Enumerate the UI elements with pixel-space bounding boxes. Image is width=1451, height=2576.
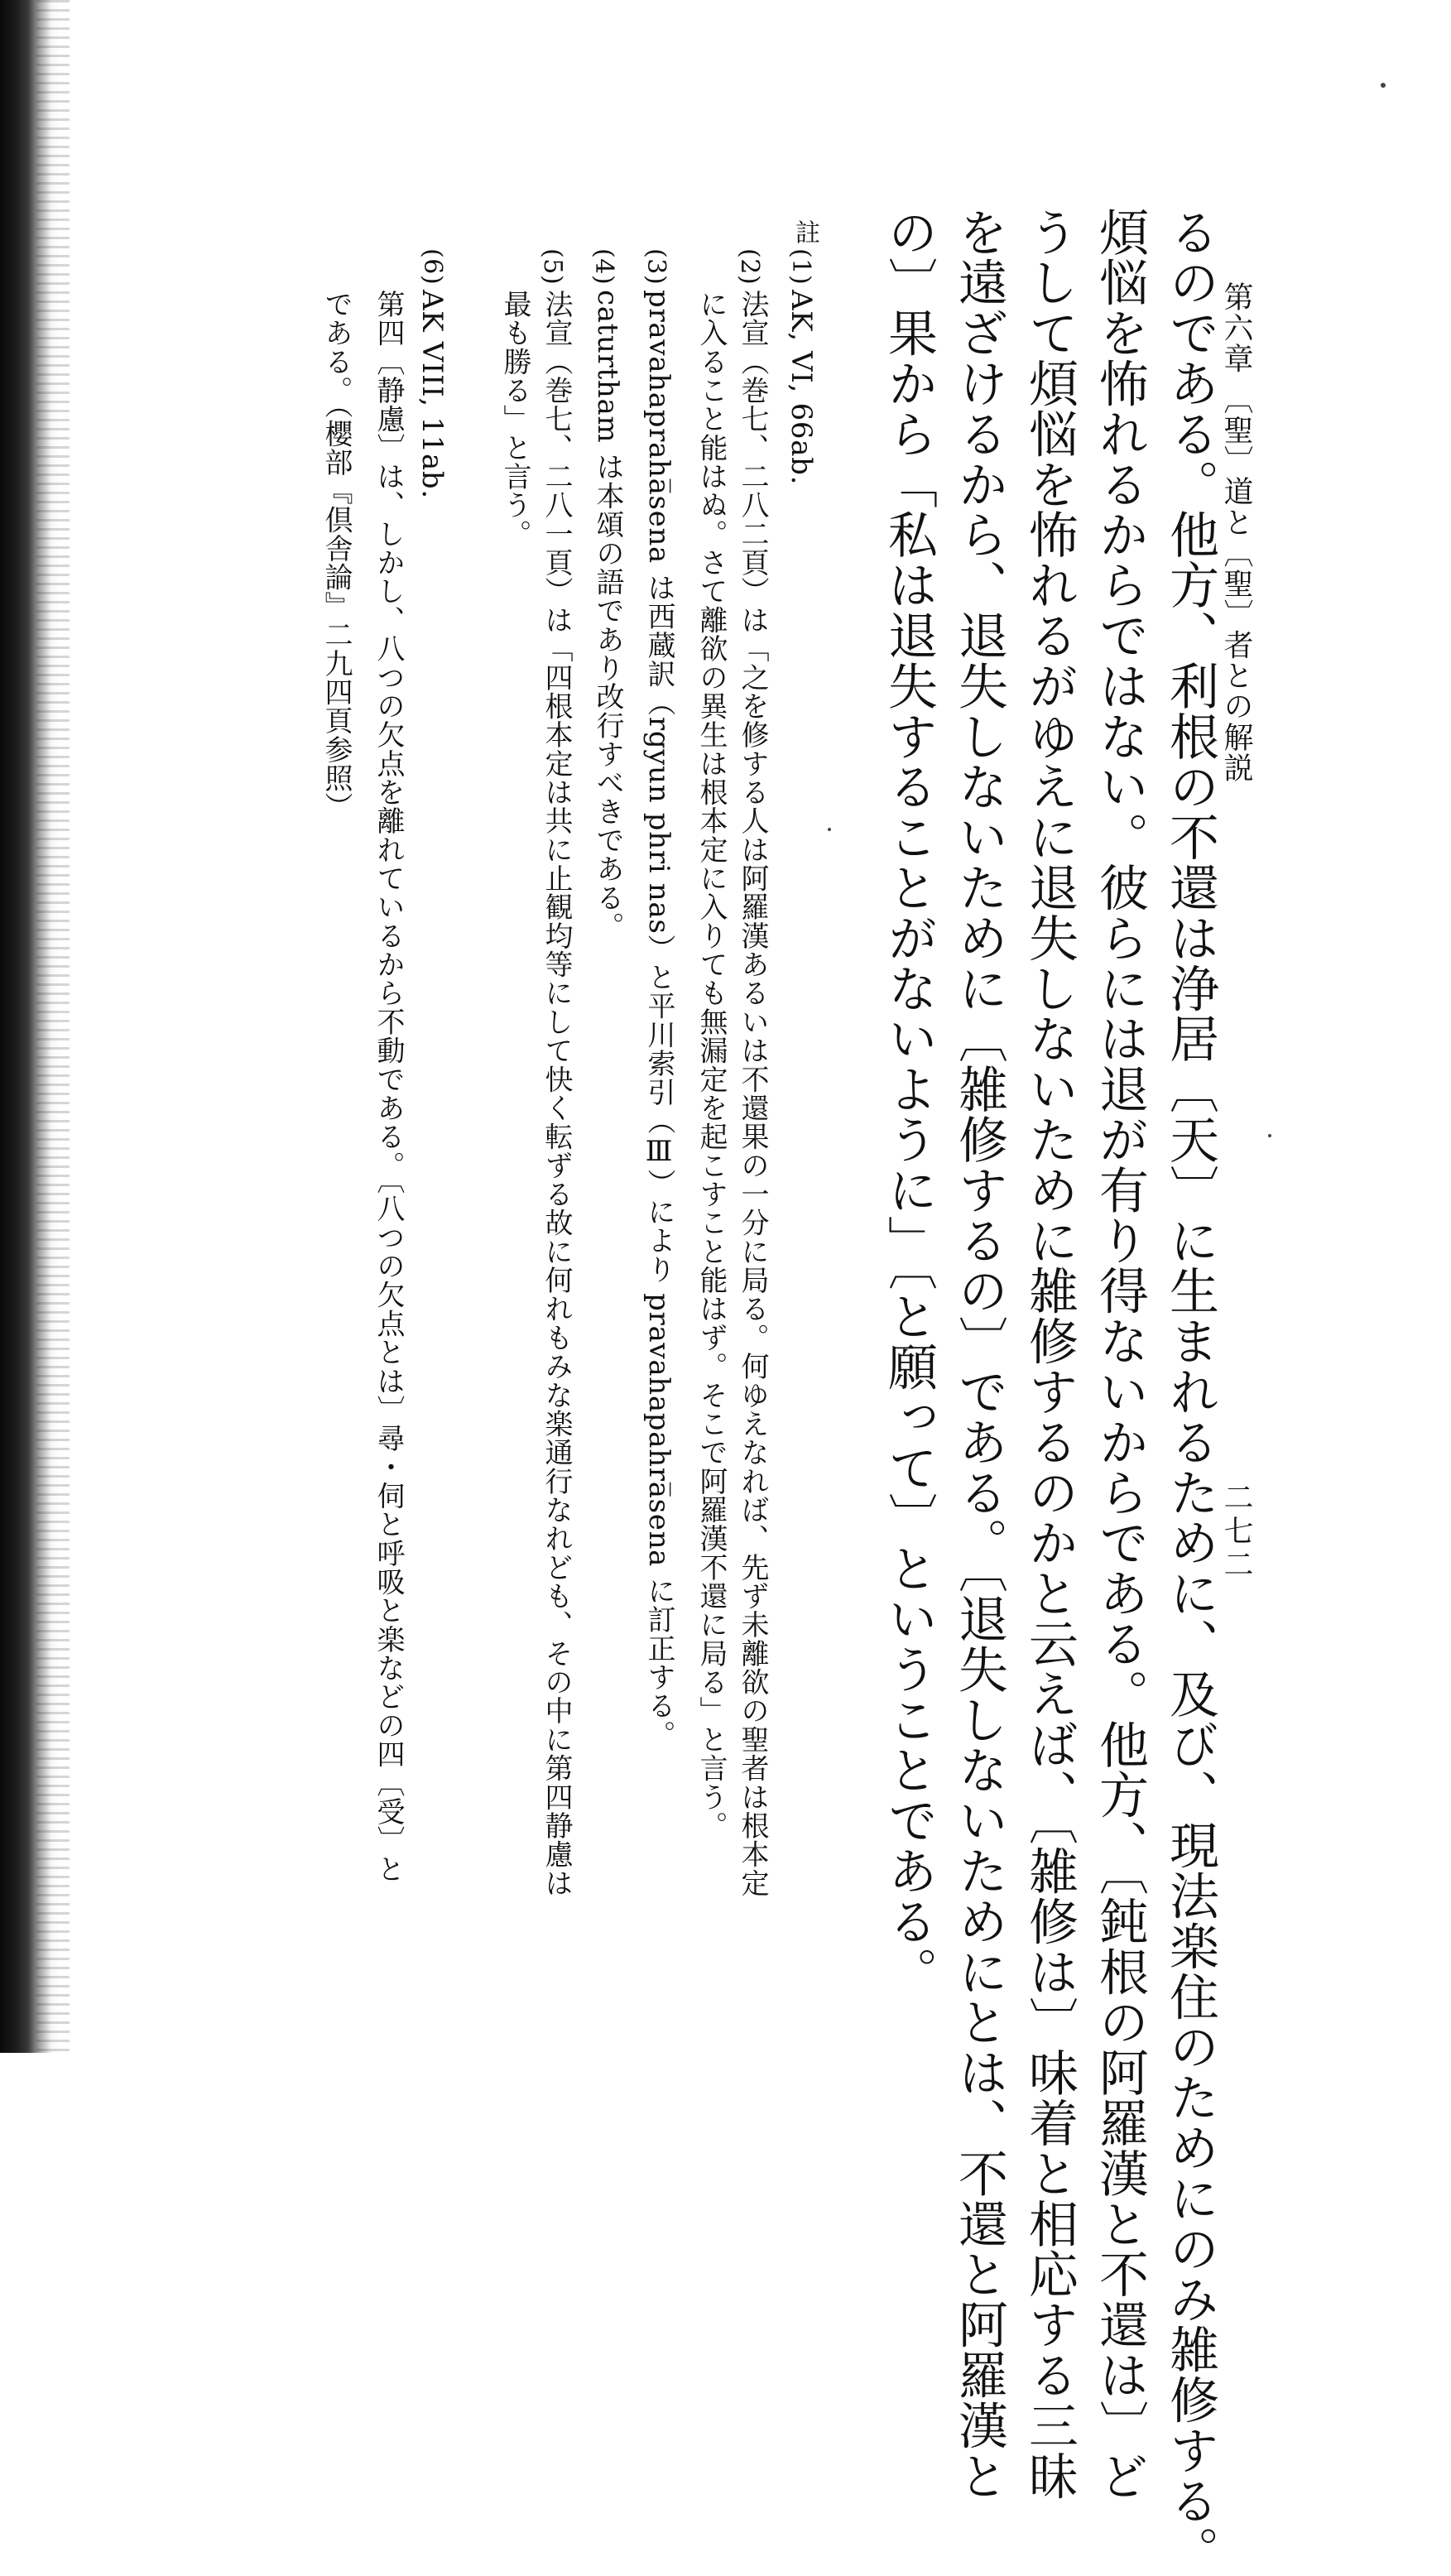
- binding-shadow-noise: [36, 0, 70, 2053]
- note-number: (3): [641, 248, 670, 286]
- notes-label: 註: [790, 219, 819, 245]
- note-line: caturtham は本頌の語であり改行すべきである。: [591, 290, 624, 941]
- note-line: である。（櫻部『倶舎論』二九四頁参照）: [320, 290, 353, 821]
- note-number: (2): [735, 248, 764, 286]
- body-line: の〕果から「私は退失することがないように」〔と願って〕ということである。: [880, 207, 938, 1997]
- scan-speck: [828, 828, 831, 831]
- note-line: 法宣（巻七、二八二頁）は「之を修する人は阿羅漢あるいは不還果の一分に局る。何ゆえなれば、先ず未離欲の聖者は根本定: [736, 290, 769, 1898]
- note-number: (4): [589, 248, 618, 286]
- note-line: 法宣（巻七、二八一頁）は「四根本定は共に止観均等にして快く転ずる故に何れもみな楽通行なれども、その中に第四静慮は: [540, 290, 573, 1898]
- note-line: AK, VI, 66ab.: [785, 290, 818, 486]
- note-line: に入ること能はぬ。さて離欲の異生は根本定に入りても無漏定を起こすこと能はず。そこで阿羅漢不還に局る」と言う。: [694, 290, 728, 1840]
- body-line: を遠ざけるから、退失しないために〔雑修するの〕である。〔退失しないためにとは、不還と阿羅漢と: [950, 207, 1008, 2502]
- note-number: (5): [538, 248, 567, 286]
- scan-speck: [1268, 1134, 1271, 1137]
- running-head: 第六章 〔聖〕道と〔聖〕者との解説: [1219, 281, 1253, 783]
- note-line: AK VIII, 11ab.: [416, 290, 449, 499]
- note-number: (1): [786, 248, 815, 286]
- scan-speck: [1381, 83, 1386, 88]
- body-line: るのである。他方、利根の不還は浄居〔天〕に生まれるために、及び、現法楽住のためにのみ雑修する。: [1161, 207, 1219, 2576]
- page-number: 二七二: [1219, 1482, 1253, 1582]
- note-line: 第四〔静慮〕は、しかし、八つの欠点を離れているから不動である。〔八つの欠点とは〕尋・伺と呼吸と楽などの四〔受〕と: [372, 290, 405, 1884]
- note-line: pravahapraha̅sena は西蔵訳（rgyun phri nas）と平川索引（Ⅲ）により pravahapahra̅sena に訂正する。: [642, 290, 675, 1749]
- note-line: 最も勝る」と言う。: [498, 290, 531, 549]
- body-line: 煩悩を怖れるからではない。彼らには退が有り得ないからである。他方、〔鈍根の阿羅漢と不還は〕ど: [1091, 207, 1149, 2502]
- body-line: うして煩悩を怖れるがゆえに退失しないために雑修するのかと云えば、〔雑修は〕味着と相応する三昧: [1021, 207, 1079, 2502]
- note-number: (6): [418, 248, 447, 286]
